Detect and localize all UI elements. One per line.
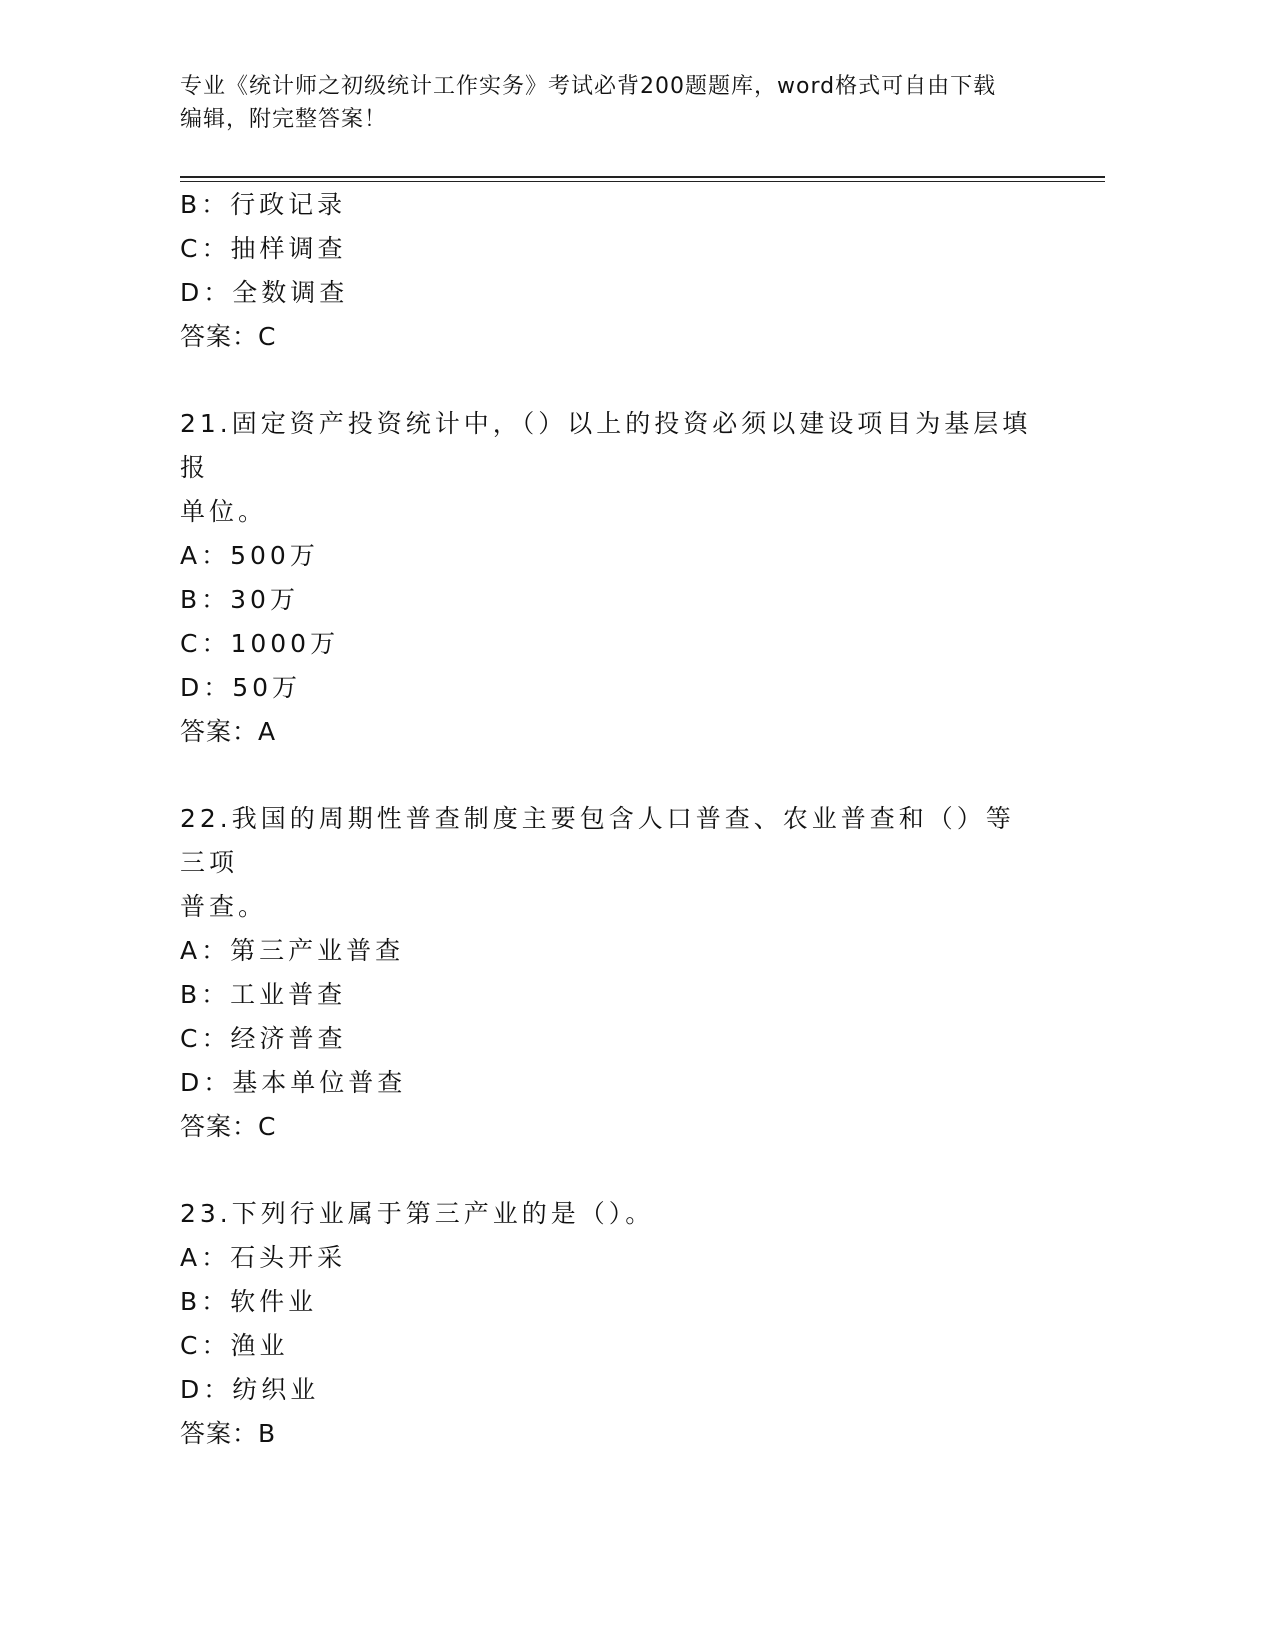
answer-line: 答案：A — [180, 717, 277, 746]
option-d: D：50万 — [180, 673, 302, 702]
option-a: A：第三产业普查 — [180, 936, 405, 965]
option-a: A：石头开采 — [180, 1243, 347, 1272]
option-d: D：基本单位普查 — [180, 1068, 407, 1097]
option-c: C：经济普查 — [180, 1024, 347, 1053]
header-rule-thin — [180, 181, 1105, 182]
option-a: A：500万 — [180, 541, 319, 570]
question-stem — [180, 1192, 1040, 1236]
answer-line: 答案：B — [180, 1419, 277, 1448]
option-b: B：软件业 — [180, 1287, 318, 1316]
option-c: C：1000万 — [180, 629, 340, 658]
answer-line: 答案：C — [180, 1112, 277, 1141]
question-stem-line-2: 单位。 — [180, 497, 268, 526]
option-b: B：行政记录 — [180, 190, 347, 219]
document-header — [180, 70, 1040, 136]
option-b: B：工业普查 — [180, 980, 347, 1009]
question-block-20-tail — [180, 183, 1040, 359]
question-block-22 — [180, 797, 1040, 1149]
question-stem-line-1: 23.下列行业属于第三产业的是（）。 — [180, 1199, 655, 1228]
answer-line: 答案：C — [180, 322, 277, 351]
option-d: D：纺织业 — [180, 1375, 320, 1404]
header-rule-thick — [180, 176, 1105, 178]
question-stem-line-2: 普查。 — [180, 892, 268, 921]
question-stem-line-1: 21.固定资产投资统计中，（）以上的投资必须以建设项目为基层填报 — [180, 409, 1032, 482]
option-c: C：抽样调查 — [180, 234, 347, 263]
document-body — [180, 183, 1040, 1456]
question-stem — [180, 402, 1040, 534]
header-line-2: 编辑，附完整答案！ — [180, 107, 388, 132]
question-block-21 — [180, 402, 1040, 754]
question-stem — [180, 797, 1040, 929]
header-line-1: 专业《统计师之初级统计工作实务》考试必背200题题库，word格式可自由下载 — [180, 74, 997, 99]
question-stem-line-1: 22.我国的周期性普查制度主要包含人口普查、农业普查和（）等三项 — [180, 804, 1015, 877]
option-b: B：30万 — [180, 585, 299, 614]
question-block-23 — [180, 1192, 1040, 1456]
option-c: C：渔业 — [180, 1331, 289, 1360]
option-d: D：全数调查 — [180, 278, 349, 307]
